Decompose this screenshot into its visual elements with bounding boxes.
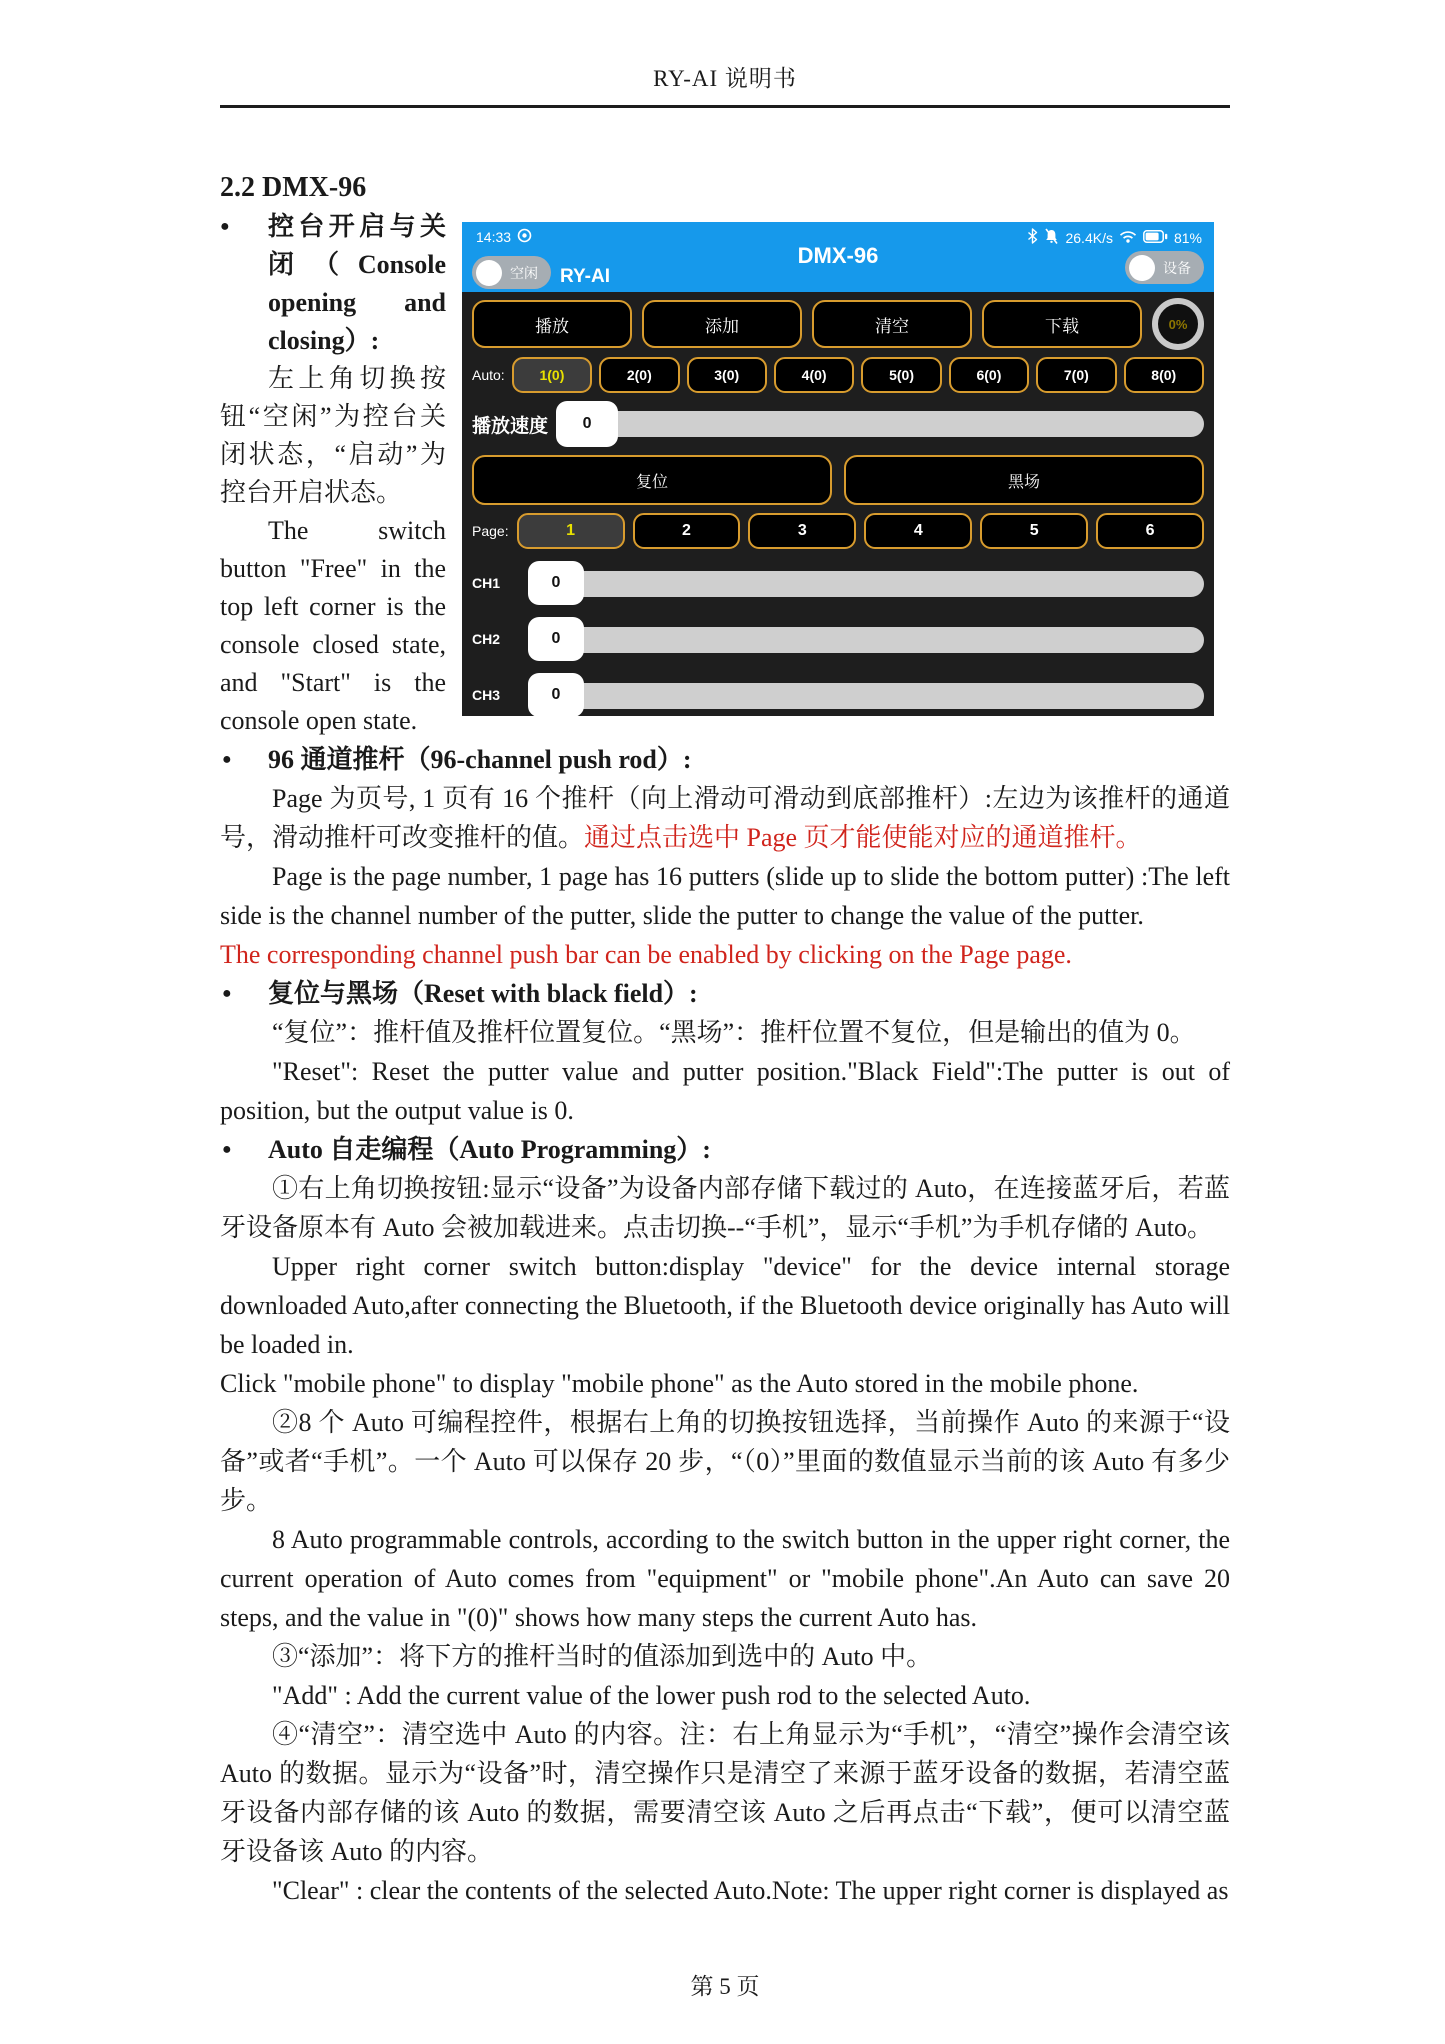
blackout-button[interactable]: 黑场 — [844, 455, 1204, 505]
app-header — [462, 222, 1214, 292]
page-button-5[interactable]: 5 — [980, 513, 1088, 549]
page-label: Page: — [472, 523, 509, 539]
bullet-icon: ● — [222, 985, 232, 1002]
reset-button[interactable]: 复位 — [472, 455, 832, 505]
page-button-2[interactable]: 2 — [633, 513, 741, 549]
channel-2-label: CH2 — [472, 631, 501, 647]
slider-track[interactable] — [552, 571, 1204, 597]
console-toggle[interactable] — [472, 256, 551, 289]
channel-1-label: CH1 — [472, 575, 501, 591]
paragraph-text: Page 为页号, 1 页有 16 个推杆（向上滑动可滑动到底部推杆）:左边为该推杆的通道号，滑动推杆可改变推杆的值。 — [220, 784, 1230, 852]
play-speed-slider[interactable] — [556, 401, 1204, 447]
page-button-3[interactable]: 3 — [748, 513, 856, 549]
document-body — [220, 740, 1230, 1910]
page-button-1[interactable]: 1 — [517, 513, 625, 549]
network-speed: 26.4K/s — [1065, 229, 1113, 246]
add-button[interactable]: 添加 — [642, 300, 802, 348]
slider-thumb[interactable]: 0 — [528, 617, 584, 661]
left-text-column — [220, 208, 446, 740]
paragraph-zh: ④“清空”：清空选中 Auto 的内容。注：右上角显示为“手机”，“清空”操作会清空该 Auto 的数据。显示为“设备”时，清空操作只是清空了来源于蓝牙设备的数据，若清空蓝牙设备内部存储的该 Auto 的数据，需要清空该 Auto 之后再点击“下载”，便可以清空蓝牙设备该 Auto 的内容。 — [220, 1720, 1230, 1866]
paragraph-en-red: The corresponding channel push bar can be enabled by clicking on the Page page. — [220, 940, 1072, 969]
toggle-knob — [476, 260, 502, 286]
brand-label: RY-AI — [560, 266, 610, 287]
auto-slot-8[interactable]: 8(0) — [1124, 357, 1204, 393]
paragraph-zh: “复位”：推杆值及推杆位置复位。“黑场”：推杆位置不复位，但是输出的值为 0。 — [272, 1018, 1196, 1047]
app-screenshot — [462, 222, 1214, 716]
heading-text: 96 通道推杆（96-channel push rod）: — [268, 745, 692, 774]
slider-track[interactable] — [552, 627, 1204, 653]
paragraph-en: "Add" : Add the current value of the lower push rod to the selected Auto. — [272, 1681, 1031, 1710]
slider-thumb[interactable]: 0 — [556, 401, 618, 447]
heading-text: Auto 自走编程（Auto Programming）: — [268, 1135, 711, 1164]
paragraph-zh: ②8 个 Auto 可编程控件，根据右上角的切换按钮选择，当前操作 Auto 的来源于“设备”或者“手机”。一个 Auto 可以保存 20 步，“（0）”里面的数值显示当前的该 Auto 有多少步。 — [220, 1408, 1230, 1515]
clear-button[interactable]: 清空 — [812, 300, 972, 348]
reset-blackfield-heading — [220, 974, 1230, 1013]
channel-row-2 — [472, 617, 1204, 661]
paragraph-zh: ③“添加”：将下方的推杆当时的值添加到选中的 Auto 中。 — [272, 1642, 933, 1671]
download-button[interactable]: 下载 — [982, 300, 1142, 348]
bullet-icon: ● — [222, 751, 232, 768]
auto-programming-heading — [220, 1130, 1230, 1169]
heading-text: 复位与黑场（Reset with black field）: — [268, 979, 698, 1008]
channel-1-slider[interactable] — [528, 561, 1204, 605]
source-toggle-label: 设备 — [1163, 259, 1191, 276]
page-number: 第 5 页 — [690, 1974, 760, 1999]
paragraph-zh: 左上角切换按钮“空闲”为控台关闭状态，“启动”为控台开启状态。 — [220, 364, 446, 507]
paragraph-en: "Reset": Reset the putter value and putter position."Black Field":The putter is out of position, but the output value is 0. — [220, 1057, 1230, 1125]
channel-row-3 — [472, 673, 1204, 716]
source-toggle[interactable] — [1125, 251, 1204, 284]
channel-3-label: CH3 — [472, 687, 501, 703]
dmx96-app — [462, 222, 1214, 716]
auto-label: Auto: — [472, 367, 505, 383]
status-time: 14:33 — [476, 229, 512, 245]
paragraph-en: Page is the page number, 1 page has 16 putters (slide up to slide the bottom putter) :The left side is the channel number of the putter, slide the putter to change the value of the putter. — [220, 862, 1230, 930]
action-button-row — [472, 298, 1204, 350]
toggle-knob — [1129, 255, 1155, 281]
app-title: DMX-96 — [797, 243, 879, 268]
document-header-title: RY-AI 说明书 — [220, 60, 1230, 108]
page-row — [472, 513, 1204, 549]
slider-track[interactable] — [552, 683, 1204, 709]
auto-slot-5[interactable]: 5(0) — [861, 357, 941, 393]
page-button-6[interactable]: 6 — [1096, 513, 1204, 549]
slider-thumb[interactable]: 0 — [528, 673, 584, 716]
top-row — [220, 208, 1230, 740]
battery-percent: 81% — [1173, 229, 1202, 246]
auto-slot-6[interactable]: 6(0) — [949, 357, 1029, 393]
console-toggle-label: 空闲 — [510, 264, 538, 281]
auto-slot-row — [472, 357, 1204, 393]
slider-track[interactable] — [580, 411, 1204, 437]
page-button-4[interactable]: 4 — [864, 513, 972, 549]
play-speed-label: 播放速度 — [472, 415, 549, 437]
download-progress-indicator: 0% — [1152, 298, 1204, 350]
auto-slot-7[interactable]: 7(0) — [1036, 357, 1116, 393]
channel-row-1 — [472, 561, 1204, 605]
auto-slot-2[interactable]: 2(0) — [599, 357, 679, 393]
paragraph-en: Click "mobile phone" to display "mobile phone" as the Auto stored in the mobile phone. — [220, 1369, 1139, 1398]
auto-slot-4[interactable]: 4(0) — [774, 357, 854, 393]
paragraph-text-red: 通过点击选中 Page 页才能使能对应的通道推杆。 — [584, 823, 1142, 852]
paragraph-en: Upper right corner switch button:display "device" for the device internal storage downloaded Auto,after connecting the Bluetooth, if the Bluetooth device originally has Auto will be loaded in. — [220, 1252, 1230, 1359]
auto-slot-3[interactable]: 3(0) — [687, 357, 767, 393]
paragraph-zh — [220, 779, 1230, 857]
channel-pushrod-heading — [220, 740, 1230, 779]
channel-3-slider[interactable] — [528, 673, 1204, 716]
play-speed-row — [472, 401, 1204, 447]
bullet-icon: ● — [220, 218, 230, 235]
app-body — [462, 298, 1214, 716]
console-open-close-heading — [220, 208, 446, 360]
paragraph-en: "Clear" : clear the contents of the selected Auto.Note: The upper right corner is displayed as — [272, 1876, 1229, 1905]
heading-text: 控台开启与关闭（Console opening and closing）: — [268, 212, 446, 355]
paragraph-en: 8 Auto programmable controls, according to the switch button in the upper right corner, the current operation of Auto comes from "equipment" or "mobile phone".An Auto can save 20 steps, and the value in "(0)" shows how many steps the current Auto has. — [220, 1525, 1230, 1632]
slider-thumb[interactable]: 0 — [528, 561, 584, 605]
play-button[interactable]: 播放 — [472, 300, 632, 348]
auto-slot-1[interactable]: 1(0) — [512, 357, 592, 393]
paragraph-zh: ①右上角切换按钮:显示“设备”为设备内部存储下载过的 Auto，在连接蓝牙后，若蓝牙设备原本有 Auto 会被加载进来。点击切换--“手机”，显示“手机”为手机存储的 Auto。 — [220, 1174, 1230, 1242]
section-title: 2.2 DMX-96 — [220, 172, 367, 203]
reset-black-row — [472, 455, 1204, 505]
paragraph-en: The switch button "Free" in the top left corner is the console closed state, and "Start" is the console open state. — [220, 516, 446, 735]
console-switch-group — [472, 256, 610, 289]
bullet-icon: ● — [222, 1141, 232, 1158]
channel-2-slider[interactable] — [528, 617, 1204, 661]
